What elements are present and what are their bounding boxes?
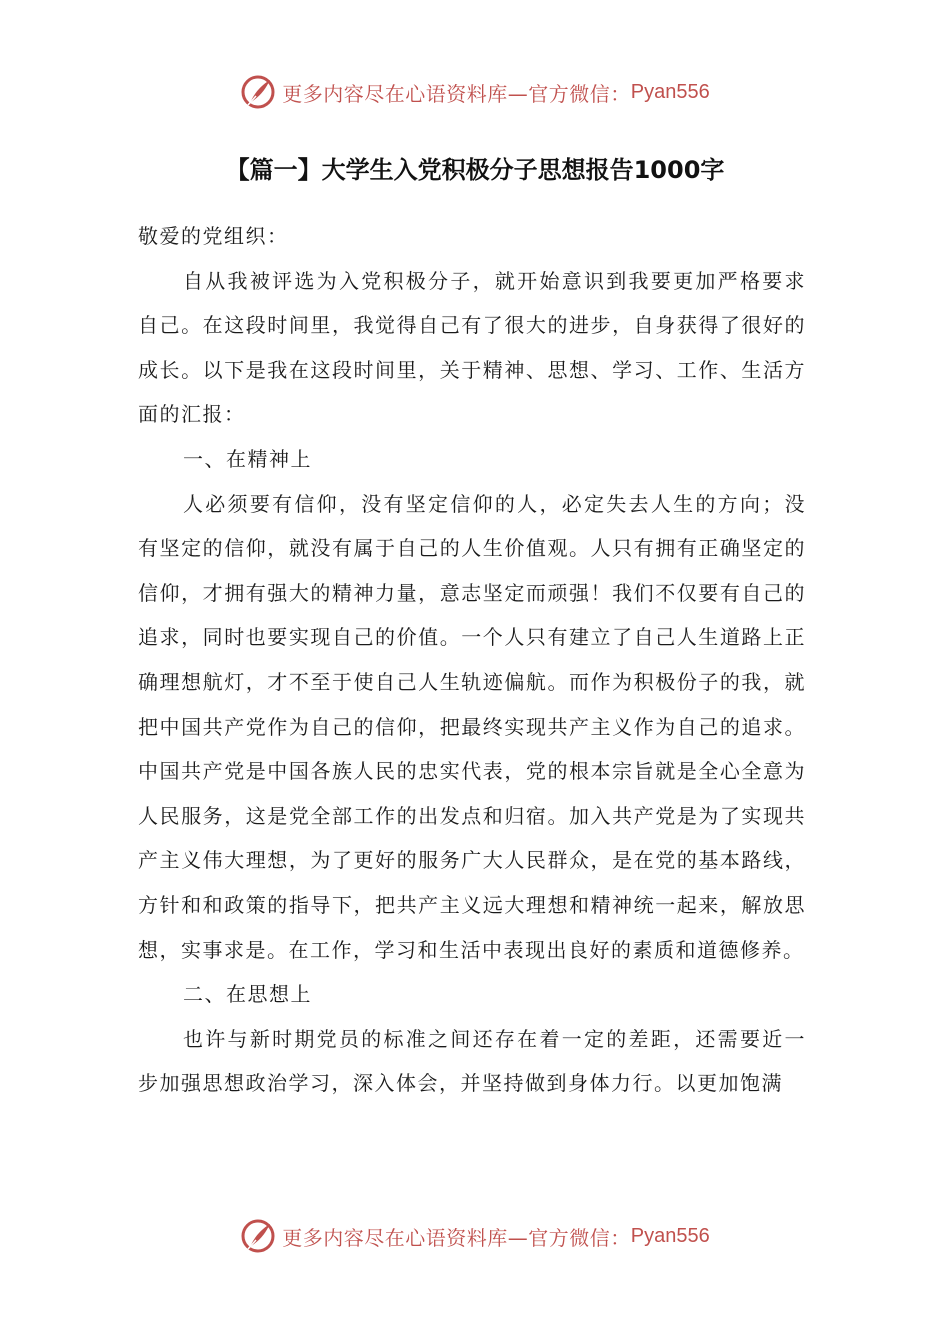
header-watermark — [0, 72, 950, 112]
watermark-text: 更多内容尽在心语资料库—官方微信： — [282, 1225, 631, 1250]
section-heading-thought: 二、在思想上 — [183, 982, 312, 1007]
watermark-text: 更多内容尽在心语资料库—官方微信： — [282, 81, 631, 106]
quill-logo-icon — [240, 74, 276, 110]
wechat-id: Pyan556 — [630, 80, 710, 103]
document-body — [138, 214, 806, 1106]
document-title: 【篇一】大学生入党积极分子思想报告1000字 — [225, 156, 725, 184]
salutation: 敬爱的党组织： — [138, 224, 289, 248]
paragraph-thought: 也许与新时期党员的标准之间还存在着一定的差距，还需要近一步加强思想政治学习，深入体会，并坚持做到身体力行。以更加饱满 — [138, 1026, 806, 1096]
section-heading-spirit: 一、在精神上 — [183, 446, 312, 471]
quill-logo-icon — [240, 1218, 276, 1254]
footer-watermark — [0, 1216, 950, 1256]
paragraph-spirit: 人必须要有信仰，没有坚定信仰的人，必定失去人生的方向；没有坚定的信仰，就没有属于自己的人生价值观。人只有拥有正确坚定的信仰，才拥有强大的精神力量，意志坚定而顽强！我们不仅要有自己的追求，同时也要实现自己的价值。一个人只有建立了自己人生道路上正确理想航灯，才不至于使自己人生轨迹偏航。而作为积极份子的我，就把中国共产党作为自己的信仰，把最终实现共产主义作为自己的追求。中国共产党是中国各族人民的忠实代表，党的根本宗旨就是全心全意为人民服务，这是党全部工作的出发点和归宿。加入共产党是为了实现共产主义伟大理想，为了更好的服务广大人民群众，是在党的基本路线，方针和和政策的指导下，把共产主义远大理想和精神统一起来，解放思想，实事求是。在工作，学习和生活中表现出良好的素质和道德修养。 — [138, 491, 806, 962]
paragraph-intro: 自从我被评选为入党积极分子，就开始意识到我要更加严格要求自己。在这段时间里，我觉得自己有了很大的进步，自身获得了很好的成长。以下是我在这段时间里，关于精神、思想、学习、工作、生活方面的汇报： — [138, 268, 806, 427]
wechat-id: Pyan556 — [630, 1224, 710, 1247]
